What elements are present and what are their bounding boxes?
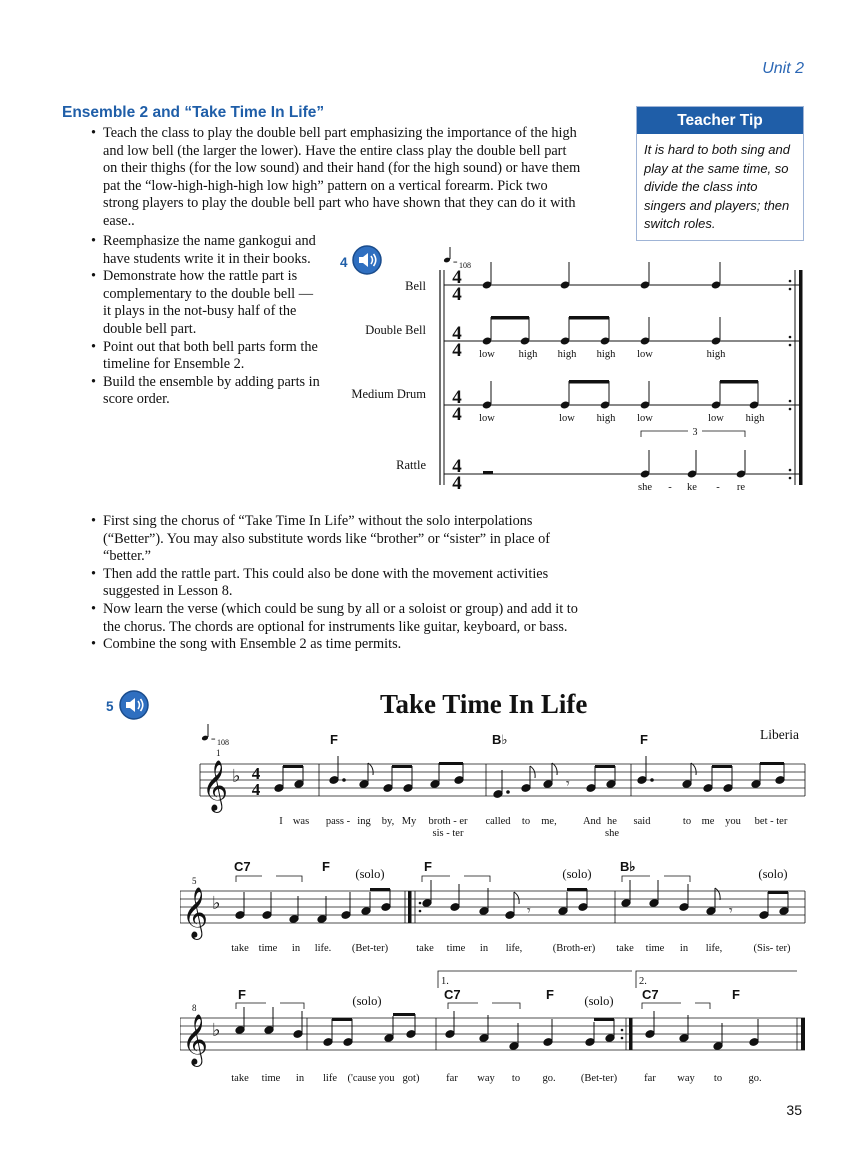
ensemble-track-number: 4 bbox=[340, 255, 348, 270]
list-item: • Then add the rattle part. This could also be done with the movement activities suggested in Lesson 8. bbox=[91, 566, 591, 601]
lyric: in bbox=[291, 943, 301, 954]
chord-symbol: B♭ bbox=[492, 732, 508, 747]
repeat-barline bbox=[789, 270, 803, 485]
svg-text:=: = bbox=[211, 735, 216, 744]
measure-number: 5 bbox=[192, 876, 197, 886]
solo-marking: (solo) bbox=[562, 867, 592, 881]
teacher-tip-box bbox=[636, 106, 804, 241]
song-track-number: 5 bbox=[106, 699, 114, 714]
lyric: time bbox=[446, 943, 466, 954]
lyric: time bbox=[258, 943, 278, 954]
syllable: she bbox=[638, 482, 652, 493]
chord-symbol: F bbox=[732, 987, 740, 1002]
time-sig-bottom: 4 bbox=[251, 780, 261, 799]
syllable: low bbox=[637, 413, 653, 424]
key-signature-flat: ♭ bbox=[212, 1020, 221, 1040]
chord-symbol: F bbox=[238, 987, 246, 1002]
time-sig-bottom: 4 bbox=[452, 473, 462, 494]
lyric: broth - er bbox=[428, 816, 468, 827]
lyric: go. bbox=[542, 1073, 556, 1084]
lyric: (Sis- ter) bbox=[753, 943, 791, 954]
system-3-notes bbox=[235, 1007, 759, 1050]
key-signature-flat: ♭ bbox=[212, 893, 221, 913]
speaker-icon[interactable] bbox=[119, 690, 149, 720]
lyric: pass - bbox=[325, 816, 351, 827]
half-rest bbox=[483, 471, 493, 474]
system-1-notes bbox=[274, 756, 785, 798]
lyric: called bbox=[485, 816, 511, 827]
chord-symbol: F bbox=[424, 859, 432, 874]
lyric: (Bet-ter) bbox=[351, 943, 389, 954]
system-2-notes bbox=[235, 880, 789, 923]
syllable: - bbox=[668, 482, 672, 493]
staff-3 bbox=[180, 1018, 805, 1050]
instructions-list-2 bbox=[91, 233, 323, 409]
lyric: way bbox=[477, 1073, 495, 1084]
lyric: life bbox=[323, 1073, 337, 1084]
volta-brackets bbox=[438, 971, 797, 988]
part-name-double-bell: Double Bell bbox=[365, 323, 426, 337]
measure-number: 8 bbox=[192, 1003, 197, 1013]
lyric: by, bbox=[381, 816, 395, 827]
lyric: far bbox=[446, 1073, 458, 1084]
measure-number: 1 bbox=[216, 748, 221, 758]
list-item: • Teach the class to play the double bell part emphasizing the importance of the high and low bell (the larger the lower). Have the entire class play the double bell part on their thighs (for the low sound) and their hand (for the high sound) or have them pat the “low-high-high-high low high” pattern on a vertical forearm. Pick two strong players to play the double bell part who have shown that they can do it with ease.. bbox=[91, 125, 583, 231]
syllable: low bbox=[479, 413, 495, 424]
syllable: high bbox=[596, 413, 616, 424]
lyric-alt: sis - ter bbox=[432, 828, 464, 839]
treble-clef: 𝄞 bbox=[182, 888, 209, 937]
lyric: take bbox=[231, 1073, 249, 1084]
list-item: • Build the ensemble by adding parts in score order. bbox=[91, 374, 323, 409]
lyric: you bbox=[725, 816, 741, 827]
lyric: take bbox=[616, 943, 634, 954]
lyric: he bbox=[607, 816, 617, 827]
time-sig-bottom: 4 bbox=[452, 284, 462, 305]
part-name-rattle: Rattle bbox=[396, 458, 426, 472]
lyric: time bbox=[261, 1073, 281, 1084]
time-sig-top: 4 bbox=[452, 267, 462, 288]
list-item: • Reemphasize the name gankogui and have students write it in their books. bbox=[91, 233, 323, 268]
lyric: ('cause you bbox=[347, 1073, 395, 1084]
solo-marking: (solo) bbox=[758, 867, 788, 881]
part-name-medium-drum: Medium Drum bbox=[351, 387, 426, 401]
instructions-list-3 bbox=[91, 513, 591, 654]
list-item: • First sing the chorus of “Take Time In Life” without the solo interpolations (“Better”). You may also substitute words like “brother” or “sister” in place of “better.” bbox=[91, 513, 591, 566]
svg-text:=: = bbox=[453, 258, 458, 267]
ensemble-score bbox=[340, 245, 810, 500]
lyric: to bbox=[682, 816, 692, 827]
syllable: high bbox=[596, 349, 616, 360]
song-score bbox=[180, 720, 820, 1090]
lyric: (Broth-er) bbox=[552, 943, 596, 954]
teacher-tip-header: Teacher Tip bbox=[637, 107, 803, 134]
lyric: take bbox=[416, 943, 434, 954]
list-item: • Now learn the verse (which could be sung by all or a soloist or group) and add it to the chorus. The chords are optional for instruments like guitar, keyboard, or bass. bbox=[91, 601, 591, 636]
syllable: low bbox=[559, 413, 575, 424]
lyric: take bbox=[231, 943, 249, 954]
part-name-bell: Bell bbox=[405, 279, 426, 293]
chord-symbol: C7 bbox=[444, 987, 461, 1002]
lyric: in bbox=[679, 943, 689, 954]
lyric: in bbox=[479, 943, 489, 954]
tempo-marking bbox=[201, 724, 229, 747]
syllable: low bbox=[708, 413, 724, 424]
syllable: low bbox=[637, 349, 653, 360]
time-sig-bottom: 4 bbox=[452, 404, 462, 425]
key-signature-flat: ♭ bbox=[232, 766, 241, 786]
final-barline bbox=[801, 1018, 805, 1050]
lyric: bet - ter bbox=[754, 816, 788, 827]
lyric: time bbox=[645, 943, 665, 954]
lyric: And bbox=[582, 816, 602, 827]
treble-clef: 𝄞 bbox=[202, 761, 229, 810]
list-item: • Point out that both bell parts form the timeline for Ensemble 2. bbox=[91, 339, 323, 374]
syllable: - bbox=[716, 482, 720, 493]
lyric: life, bbox=[705, 943, 723, 954]
time-sig-top: 4 bbox=[452, 456, 462, 477]
chord-symbol: F bbox=[330, 732, 338, 747]
lyric: to bbox=[511, 1073, 521, 1084]
chord-symbol: F bbox=[640, 732, 648, 747]
time-sig-top: 4 bbox=[452, 323, 462, 344]
lyric: way bbox=[677, 1073, 695, 1084]
lyric: me bbox=[701, 816, 715, 827]
syllable: ke bbox=[687, 482, 697, 493]
treble-clef: 𝄞 bbox=[182, 1015, 209, 1064]
lyric: far bbox=[644, 1073, 656, 1084]
teacher-tip-body: It is hard to both sing and play at the same time, so divide the class into singers and players; then switch roles. bbox=[644, 142, 790, 231]
rattle-triplet bbox=[641, 426, 745, 438]
list-item: • Demonstrate how the rattle part is complementary to the double bell — it plays in the not-busy half of the double bell part. bbox=[91, 268, 323, 338]
ensemble-tempo-value: 108 bbox=[459, 261, 471, 270]
list-item: • Combine the song with Ensemble 2 as time permits. bbox=[91, 636, 591, 654]
lyric: in bbox=[295, 1073, 305, 1084]
solo-marking: (solo) bbox=[352, 994, 382, 1008]
chord-symbol: F bbox=[546, 987, 554, 1002]
chord-symbol: B♭ bbox=[620, 859, 636, 874]
lyric: I bbox=[279, 816, 283, 827]
ending-number: 2. bbox=[639, 976, 647, 987]
ending-number: 1. bbox=[441, 976, 449, 987]
lyric: life. bbox=[314, 943, 332, 954]
svg-text:𝄾: 𝄾 bbox=[729, 904, 733, 919]
lyric: to bbox=[713, 1073, 723, 1084]
lyric: go. bbox=[748, 1073, 762, 1084]
lyric-alt: she bbox=[605, 828, 619, 839]
syllable: high bbox=[518, 349, 538, 360]
lyric: ing bbox=[357, 816, 371, 827]
triplet-number: 3 bbox=[692, 427, 698, 438]
instructions-list-1 bbox=[91, 125, 583, 231]
song-title: Take Time In Life bbox=[380, 689, 588, 719]
triplet-brackets bbox=[236, 1003, 710, 1009]
syllable: high bbox=[706, 349, 726, 360]
chord-symbol: C7 bbox=[642, 987, 659, 1002]
syllable: low bbox=[479, 349, 495, 360]
lyric: My bbox=[401, 816, 417, 827]
svg-text:𝄾: 𝄾 bbox=[566, 777, 570, 792]
lyric: was bbox=[292, 816, 310, 827]
time-sig-top: 4 bbox=[251, 764, 261, 783]
lyric: me, bbox=[541, 816, 557, 827]
chord-symbol: C7 bbox=[234, 859, 251, 874]
staff-2 bbox=[180, 891, 805, 923]
solo-marking: (solo) bbox=[355, 867, 385, 881]
lyric: to bbox=[521, 816, 531, 827]
lyric: life, bbox=[505, 943, 523, 954]
page-number: 35 bbox=[786, 1102, 802, 1118]
time-sig-top: 4 bbox=[452, 387, 462, 408]
unit-label: Unit 2 bbox=[762, 60, 804, 77]
chord-symbol: F bbox=[322, 859, 330, 874]
lyric: said bbox=[633, 816, 651, 827]
time-sig-bottom: 4 bbox=[452, 340, 462, 361]
svg-text:𝄾: 𝄾 bbox=[527, 904, 531, 919]
lyric: (Bet-ter) bbox=[580, 1073, 618, 1084]
solo-marking: (solo) bbox=[584, 994, 614, 1008]
syllable: high bbox=[745, 413, 765, 424]
song-tempo-value: 108 bbox=[217, 738, 229, 747]
section-title: Ensemble 2 and “Take Time In Life” bbox=[62, 104, 325, 121]
song-origin: Liberia bbox=[760, 727, 799, 742]
syllable: high bbox=[557, 349, 577, 360]
lyric: got) bbox=[402, 1073, 420, 1084]
syllable: re bbox=[736, 482, 746, 493]
